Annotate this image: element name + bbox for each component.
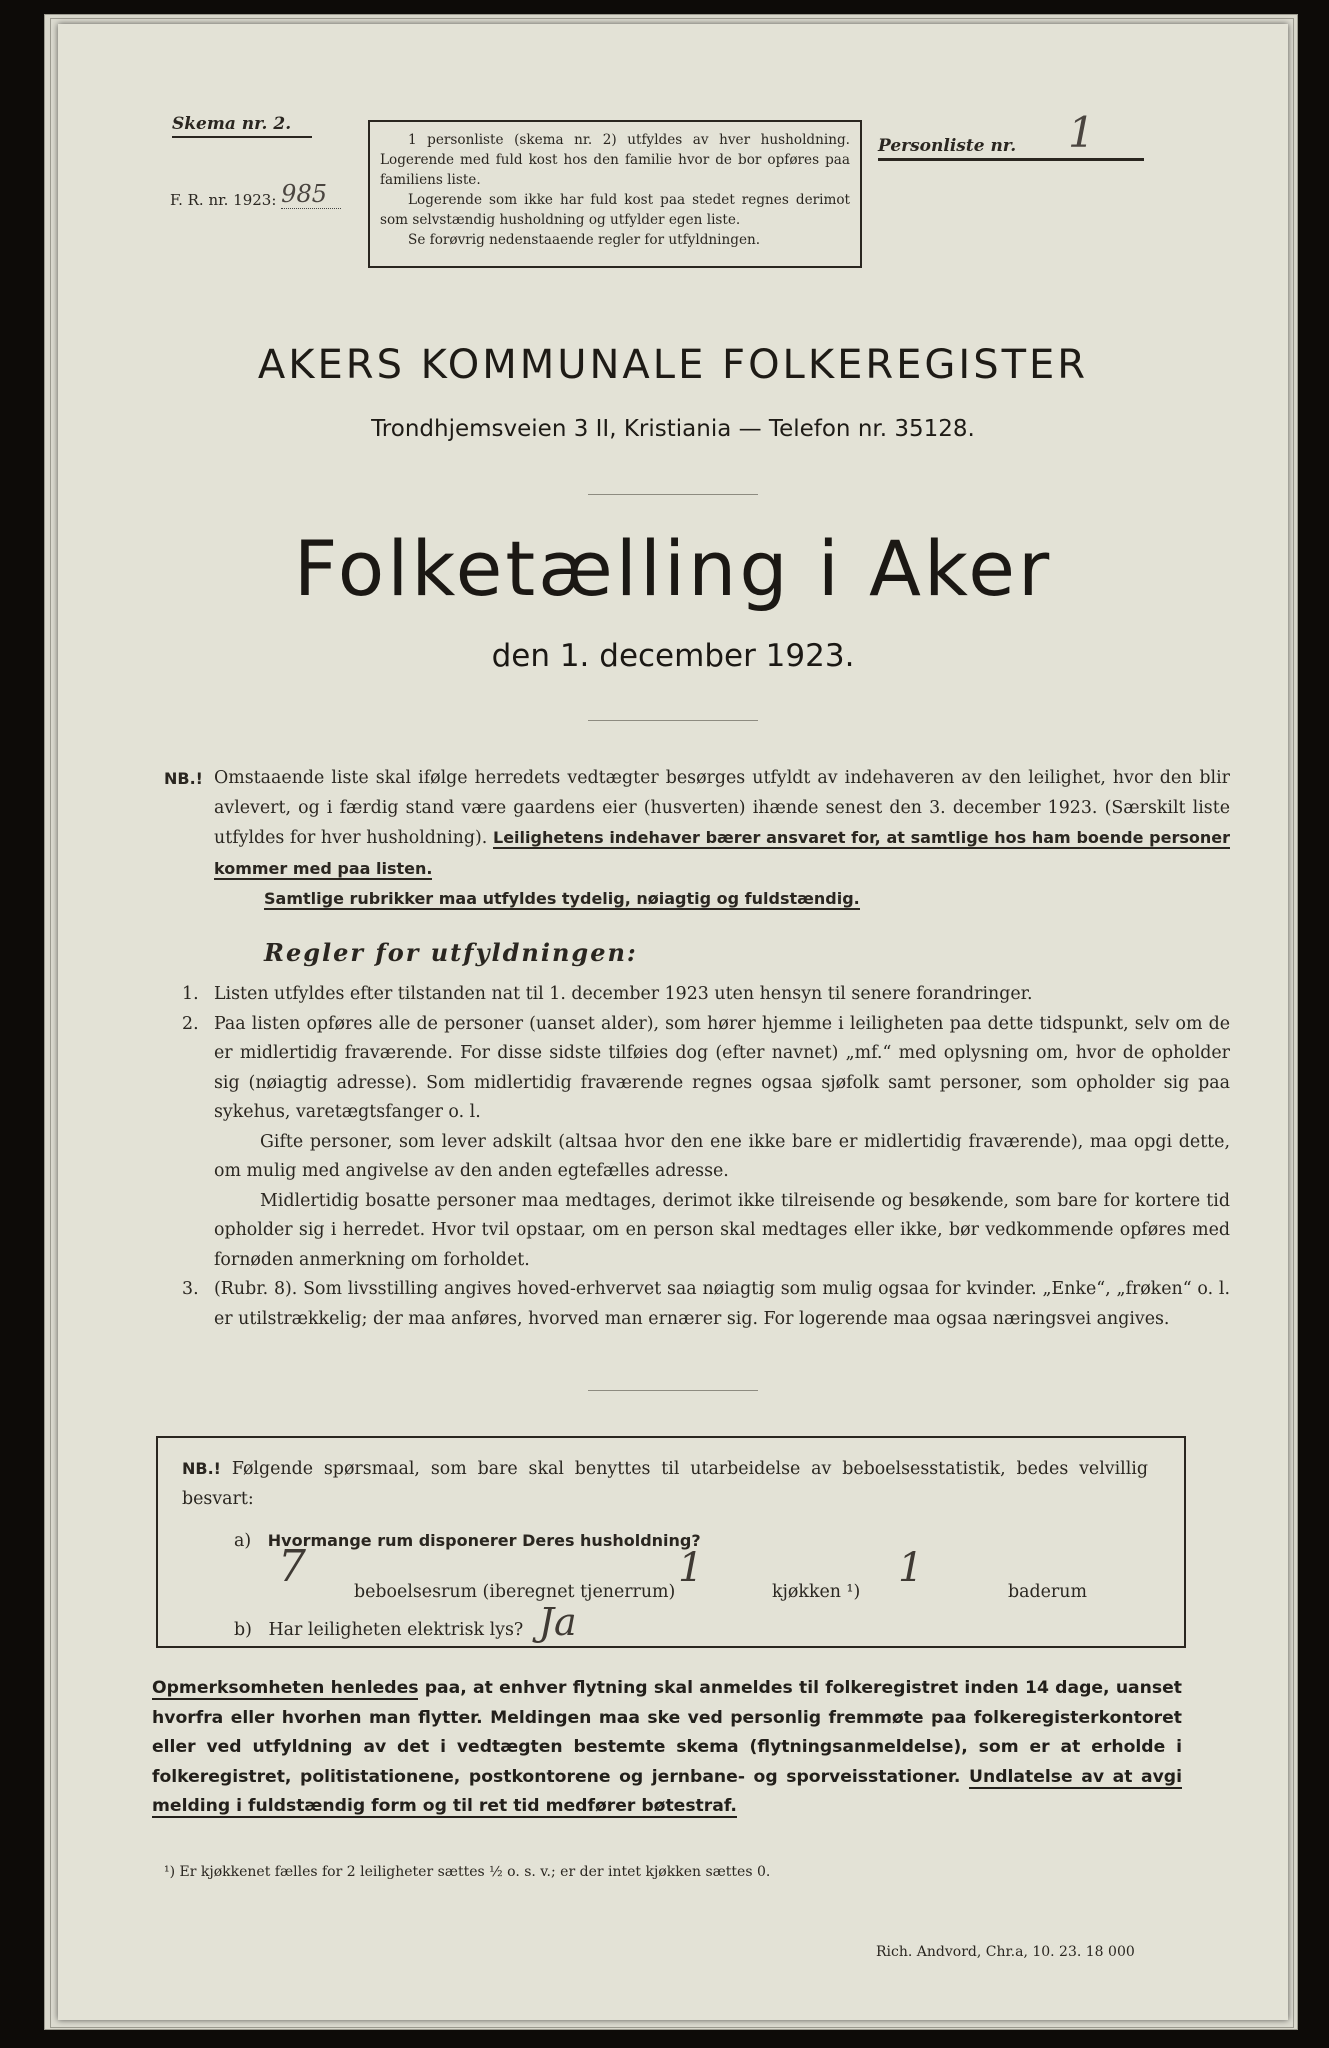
instruction-box	[368, 120, 862, 268]
moving-notice-text: paa, at enhver flytning skal anmeldes til folkeregistret inden 14 dage, uanset hvorfra eller hvorhen man flytter. Meldingen maa ske ved personlig fremmøte paa folkeregisterkontoret eller ved utfyldning av det i vedtægten bestemte skema (flytningsanmeldelse), som er at erholde i folkeregistret, politistationene, postkontorene og jernbane- og sporveisstationer.	[152, 1678, 1182, 1787]
nb1-text	[214, 764, 1230, 915]
rule-2	[164, 1010, 1230, 1276]
instruction-line-3: Se forøvrig nedenstaaende regler for utfyldningen.	[408, 232, 761, 248]
divider-mid	[588, 720, 758, 721]
footnote: ¹) Er kjøkkenet fælles for 2 leiligheter sættes ½ o. s. v.; er der intet kjøkken sættes 0.	[164, 1864, 771, 1880]
rule-2-text-a: Paa listen opføres alle de personer (uanset alder), som hører hjemme i leiligheten paa dette tidspunkt, selv om de er midlertidig fraværende. For disse sidste tilføies dog (efter navnet) „mf.“ med oplysning om, hvor de opholder sig (nøiagtig adresse). Som midlertidig fraværende regnes ogsaa sjøfolk samt personer, som opholder sig paa sykehus, varetægtsfanger o. l.	[214, 1013, 1230, 1122]
moving-notice-heading: Opmerksomheten henledes	[152, 1678, 419, 1698]
skema-number: Skema nr. 2.	[172, 114, 312, 138]
nb2-text	[182, 1454, 1148, 1514]
nb1-underlined: Leilighetens indehaver bærer ansvaret for, at samtlige hos ham boende personer kommer med paa listen.	[214, 828, 1230, 878]
moving-notice-penalty: Undlatelse av at avgi melding i fuldstændig form og til ret tid medfører bøtestraf.	[152, 1766, 1182, 1816]
bath-value: 1	[898, 1545, 924, 1591]
question-b-prefix: b)	[234, 1620, 252, 1640]
housing-statistics-box	[156, 1436, 1186, 1648]
moving-notice	[152, 1674, 1182, 1822]
nb1-text-2: Samtlige rubrikker maa utfyldes tydelig, nøiagtig og fuldstændig.	[264, 889, 860, 908]
question-b-text: Har leiligheten elektrisk lys?	[268, 1620, 524, 1640]
rule-2-text-b: Gifte personer, som lever adskilt (altsaa hvor den ene ikke bare er midlertidig fraværende), maa opgi dette, om mulig med angivelse av den anden egtefælles adresse.	[214, 1131, 1230, 1181]
census-date: den 1. december 1923.	[491, 638, 855, 674]
rule-3	[164, 1275, 1230, 1334]
organization-name: AKERS KOMMUNALE FOLKEREGISTER	[257, 342, 1089, 388]
rule-2-text-c: Midlertidig bosatte personer maa medtages, derimot ikke tilreisende og besøkende, som bare for kortere tid opholder sig i herredet. Hvor tvil opstaar, om en person skal medtages eller ikke, bør vedkommende opføres med fornøden anmerkning om forholdet.	[214, 1190, 1230, 1270]
rule-3-text: (Rubr. 8). Som livsstilling angives hoved-erhvervet saa nøiagtig som mulig ogsaa for kvinder. „Enke“, „frøken“ o. l. er utilstrækkelig; der maa anføres, hvorved man ernærer sig. For logerende maa ogsaa næringsvei angives.	[214, 1279, 1230, 1329]
rule-1-text: Listen utfyldes efter tilstanden nat til 1. december 1923 uten hensyn til senere forandringer.	[214, 984, 1033, 1004]
kitchen-value: 1	[678, 1545, 704, 1591]
nb2-body: Følgende spørsmaal, som bare skal benyttes til utarbeidelse av beboelsesstatistik, bedes velvillig besvart:	[182, 1459, 1148, 1509]
divider-lower	[588, 1390, 758, 1391]
question-a-text: Hvormange rum disponerer Deres husholdning?	[267, 1531, 701, 1550]
personliste-number	[878, 108, 1144, 161]
rule-1-number: 1.	[182, 984, 199, 1004]
question-b	[234, 1600, 577, 1646]
rooms-value: 7	[278, 1541, 306, 1592]
question-b-answer: Ja	[538, 1600, 577, 1644]
rooms-label: beboelsesrum (iberegnet tjenerrum)	[354, 1582, 676, 1602]
fr-label: F. R. nr. 1923:	[170, 191, 277, 209]
personliste-label: Personliste nr.	[878, 136, 1017, 156]
instruction-line-1: 1 personliste (skema nr. 2) utfyldes av hver husholdning. Logerende med fuld kost hos den familie hvor de bor opføres paa familiens liste.	[380, 132, 850, 188]
rule-3-number: 3.	[182, 1279, 199, 1299]
personliste-value: 1	[1068, 108, 1095, 157]
nb2-label: NB.!	[182, 1459, 221, 1478]
fr-value-line	[281, 180, 341, 209]
nb1-text-main: Omstaaende liste skal ifølge herredets vedtægter besørges utfyldt av indehaveren av den leilighet, hvor den blir avlevert, og i færdig stand være gaardens eier (husverten) ihænde senest den 3. december 1923. (Særskilt liste utfyldes for hver husholdning).	[214, 768, 1230, 848]
fr-number	[170, 180, 341, 209]
divider-top	[588, 494, 758, 495]
rules-heading: Regler for utfyldningen:	[264, 938, 638, 967]
page-title: Folketælling i Aker	[293, 524, 1053, 613]
printer-imprint: Rich. Andvord, Chr.a, 10. 23. 18 000	[876, 1944, 1135, 1960]
rules-list	[164, 980, 1230, 1334]
nb-notice-1	[164, 764, 1230, 915]
question-a-prefix: a)	[234, 1531, 252, 1551]
instruction-line-2: Logerende som ikke har fuld kost paa stedet regnes derimot som selvstændig husholdning og utfylder egen liste.	[380, 192, 850, 228]
census-form-page	[58, 24, 1288, 2020]
kitchen-label: kjøkken ¹)	[772, 1582, 861, 1602]
rule-1	[164, 980, 1230, 1010]
organization-address: Trondhjemsveien 3 II, Kristiania — Telefon nr. 35128.	[371, 416, 975, 442]
rule-2-number: 2.	[182, 1013, 199, 1034]
bath-label: baderum	[1008, 1582, 1087, 1602]
fr-value: 985	[281, 180, 327, 208]
nb1-label: NB.!	[164, 769, 203, 788]
